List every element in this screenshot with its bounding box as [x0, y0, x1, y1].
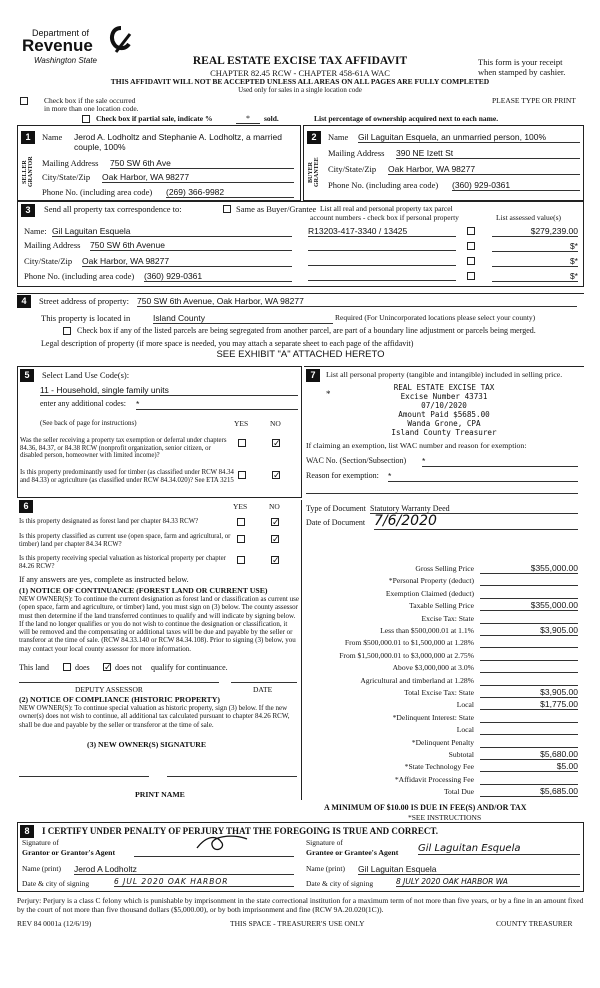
- calc-row: [304, 637, 584, 649]
- corr-phone-label: Phone No. (including area code): [24, 271, 135, 281]
- current-use-yes-checkbox[interactable]: [237, 535, 245, 543]
- grantee-print-value: Gil Laguitan Esquela: [358, 864, 437, 874]
- doc-type-value: Statutory Warranty Deed: [370, 504, 450, 513]
- calc-value-field[interactable]: [480, 774, 578, 785]
- parcel-number-field[interactable]: [308, 226, 456, 237]
- calc-row: [304, 724, 584, 736]
- property-location-section: [17, 293, 584, 363]
- doc-date-label: Date of Document: [306, 518, 366, 527]
- seller-mail-label: Mailing Address: [42, 158, 99, 168]
- corr-mail-label: Mailing Address: [24, 240, 81, 250]
- calc-value: $355,000.00: [530, 563, 578, 573]
- personal-property-checkbox[interactable]: [467, 227, 475, 235]
- calc-value-field[interactable]: [480, 724, 578, 735]
- personal-property-label: List all personal property (tangible and intangible) included in selling price.: [326, 370, 563, 379]
- buyer-city-value: Oak Harbor, WA 98277: [388, 164, 476, 174]
- calc-value-field[interactable]: [480, 588, 578, 599]
- seller-section: [17, 125, 301, 201]
- stamp-line: REAL ESTATE EXCISE TAX: [393, 383, 495, 392]
- section-number: 7: [306, 369, 320, 382]
- buyer-phone-value: (360) 929-0361: [452, 180, 511, 190]
- corr-city-label: City/State/Zip: [24, 256, 73, 266]
- deputy-assessor-line[interactable]: [19, 682, 219, 683]
- calc-row: [304, 786, 584, 798]
- yes-header: YES: [233, 502, 248, 511]
- land-use-section: [17, 366, 302, 498]
- form-chapter: CHAPTER 82.45 RCW - CHAPTER 458-61A WAC: [210, 68, 390, 78]
- wac-field[interactable]: [422, 456, 578, 467]
- buyer-section: [303, 125, 584, 201]
- calc-label: Total Excise Tax: State: [404, 688, 474, 697]
- calc-row: [304, 575, 584, 587]
- calc-value: $355,000.00: [530, 600, 578, 611]
- grantee-signature: Gil Laguitan Esquela: [418, 843, 521, 854]
- calc-value: $1,775.00: [540, 699, 578, 710]
- current-use-no-checkbox[interactable]: [271, 535, 279, 543]
- seller-side-label: SELLER GRANTOR: [22, 156, 34, 188]
- grantee-sig-label: Grantee or Grantee's Agent: [306, 848, 399, 857]
- calc-value: $5.00: [556, 761, 578, 772]
- assessor-date-label: DATE: [253, 685, 273, 694]
- calc-value-field[interactable]: [480, 786, 578, 797]
- parcel-number-field[interactable]: [308, 256, 456, 266]
- grantor-print-field[interactable]: [74, 864, 294, 875]
- logo-dept-line2: Revenue: [22, 36, 93, 55]
- seller-phone-field[interactable]: [166, 187, 294, 198]
- notice-continuance-title: (1) NOTICE OF CONTINUANCE (FOREST LAND OR CURRENT USE): [19, 586, 268, 595]
- buyer-mail-value: 390 NE Izett St: [396, 148, 454, 158]
- parcel-number-field[interactable]: [308, 271, 456, 281]
- reason-value: *: [388, 471, 392, 481]
- see-instructions-note: *SEE INSTRUCTIONS: [408, 813, 482, 822]
- qualify-label: qualify for continuance.: [151, 663, 228, 672]
- segregated-label: Check box if any of the listed parcels are being segregated from another parcel, are part of a boundary line adjustment or parcels being merged.: [77, 326, 536, 335]
- form-number: REV 84 0001a (12/6/19): [17, 919, 92, 928]
- grantor-print-label: Name (print): [22, 864, 61, 873]
- calc-label: Local: [456, 725, 474, 735]
- stamp-line: 07/10/2020: [421, 401, 467, 410]
- no-header: NO: [270, 419, 281, 428]
- stamp-line: Wanda Grone, CPA: [407, 419, 481, 428]
- current-use-section: [17, 500, 302, 800]
- minimum-due-note: A MINIMUM OF $10.00 IS DUE IN FEE(S) AND/OR TAX: [324, 803, 527, 812]
- calc-value-field[interactable]: [480, 600, 578, 611]
- segregated-checkbox[interactable]: [63, 327, 71, 335]
- calc-row: [304, 625, 584, 637]
- assessed-value: $*: [569, 256, 578, 266]
- perjury-notice: Perjury: Perjury is a class C felony which is punishable by imprisonment in the state correctional institution for a maximum term of not more than five years, or by a fine in an amount fixed by the court of not more than five thousand dollars ($5,000.00), or by both imprisonment and fine (RCW 9A.20.020(1C)).: [17, 896, 584, 914]
- yes-header: YES: [234, 419, 249, 428]
- buyer-name-value: Gil Laguitan Esquela, an unmarried person, 100%: [358, 132, 547, 142]
- additional-codes-value: *: [136, 399, 140, 409]
- calc-label: From $1,500,000.01 to $3,000,000 at 2.75%: [339, 650, 474, 660]
- exemption-claim-label: If claiming an exemption, list WAC number and reason for exemption:: [306, 441, 527, 450]
- receipt-line2: when stamped by cashier.: [478, 67, 566, 77]
- please-type: PLEASE TYPE OR PRINT: [492, 96, 576, 105]
- forest-no-checkbox[interactable]: [271, 518, 279, 526]
- located-label: This property is located in: [41, 313, 131, 323]
- section-number: 1: [21, 131, 35, 144]
- logo-dept-line3: Washington State: [34, 56, 98, 65]
- grantor-sig-label: Grantor or Grantor's Agent: [22, 848, 116, 857]
- tax-correspondence-section: [17, 201, 584, 287]
- grantee-print-label: Name (print): [306, 864, 345, 873]
- corr-name-value: Gil Laguitan Esquela: [52, 226, 131, 236]
- calc-row: [304, 712, 584, 724]
- calc-label: *Delinquent Penalty: [411, 737, 474, 747]
- section-number: 2: [307, 131, 321, 144]
- grantee-date-field[interactable]: [396, 877, 580, 887]
- calc-row: [304, 687, 584, 699]
- corr-phone-value: (360) 929-0361: [144, 271, 203, 281]
- seller-name-value: Jerod A. Lodholtz and Stephanie A. Lodholtz, a married couple, 100%: [74, 132, 282, 152]
- print-name-label: PRINT NAME: [135, 790, 185, 799]
- calc-label: Less than $500,000.01 at 1.1%: [380, 626, 474, 635]
- assessor-date-line[interactable]: [231, 682, 297, 683]
- assessed-value-field[interactable]: [492, 226, 578, 237]
- corr-city-field[interactable]: [82, 256, 292, 267]
- grantee-signature-field[interactable]: [418, 843, 580, 855]
- assessed-value: $*: [569, 241, 578, 251]
- calc-label: Above $3,000,000 at 3.0%: [392, 663, 474, 673]
- grantee-print-field[interactable]: [358, 864, 580, 875]
- corr-name-label: Name:: [24, 226, 47, 236]
- calc-value-field[interactable]: [480, 650, 578, 661]
- buyer-phone-field[interactable]: [452, 180, 580, 191]
- send-to-label: Send all property tax correspondence to:: [44, 204, 182, 214]
- forest-land-question: Is this property designated as forest land per chapter 84.33 RCW?: [19, 518, 199, 525]
- calc-label: Gross Selling Price: [415, 564, 474, 573]
- calc-row: [304, 737, 584, 749]
- legal-label: Legal description of property (if more space is needed, you may attach a separate sheet to each page of the affidavit): [41, 339, 414, 348]
- exemption-question: Was the seller receiving a property tax exemption or deferral under chapters 84.36, 84.37, or 84.38 RCW (nonprofit organization, senior citizen, or disabled person, homeowner with limited income)?: [20, 437, 227, 459]
- no-header: NO: [269, 502, 280, 511]
- assessed-value-field[interactable]: [492, 241, 578, 252]
- seller-name-field[interactable]: [74, 132, 294, 152]
- multi-location-label-1: Check box if the sale occurred: [44, 96, 136, 105]
- calc-label: Agricultural and timberland at 1.28%: [360, 675, 474, 685]
- treasurer-space-note: THIS SPACE - TREASURER'S USE ONLY: [230, 919, 365, 928]
- corr-name-field[interactable]: [52, 226, 292, 237]
- reason-field[interactable]: [388, 471, 578, 482]
- required-note: Required (For Unincorporated locations please select your county): [335, 313, 536, 322]
- same-as-buyer-label: Same as Buyer/Grantee: [236, 204, 317, 214]
- calc-value-field[interactable]: [480, 563, 578, 574]
- historic-no-checkbox[interactable]: [271, 556, 279, 564]
- stamp-line: Amount Paid $5685.00: [398, 410, 490, 419]
- parcel-number-value: R13203-417-3340 / 13425: [308, 226, 408, 236]
- treasurer-stamp: [344, 383, 544, 437]
- calc-label: *State Technology Fee: [404, 762, 474, 772]
- legal-description-value: SEE EXHIBIT "A" ATTACHED HERETO: [216, 349, 385, 360]
- county-value: Island County: [153, 313, 205, 323]
- additional-codes-field[interactable]: [136, 399, 298, 410]
- seller-city-value: Oak Harbor, WA 98277: [102, 172, 190, 182]
- does-not-label: does not: [115, 663, 142, 672]
- section-number: 4: [17, 295, 31, 308]
- parcel-number-field[interactable]: [308, 241, 456, 251]
- grantor-date-label: Date & city of signing: [22, 879, 90, 888]
- section-number: 3: [21, 204, 35, 217]
- calc-row: [304, 749, 584, 761]
- new-owner-sig-line-2[interactable]: [167, 776, 297, 777]
- street-value: 750 SW 6th Avenue, Oak Harbor, WA 98277: [137, 296, 304, 306]
- calc-value: $3,905.00: [540, 687, 578, 697]
- if-yes-note: If any answers are yes, complete as instructed below.: [19, 575, 189, 584]
- county-treasurer-label: COUNTY TREASURER: [496, 919, 573, 928]
- seller-city-field[interactable]: [102, 172, 294, 183]
- corr-city-value: Oak Harbor, WA 98277: [82, 256, 170, 266]
- corr-mail-value: 750 SW 6th Avenue: [90, 240, 165, 250]
- personal-property-checkbox[interactable]: [467, 257, 475, 265]
- parcel-header-1: List all real and personal property tax parcel: [320, 204, 453, 213]
- calc-row: [304, 774, 584, 786]
- calc-value-field[interactable]: [480, 637, 578, 648]
- grantor-print-value: Jerod A Lodholtz: [74, 864, 137, 874]
- stamp-line: Excise Number 43731: [400, 392, 488, 401]
- grantor-signature-field[interactable]: [134, 839, 294, 857]
- same-as-buyer-checkbox[interactable]: [223, 205, 231, 213]
- calc-row: [304, 662, 584, 674]
- buyer-city-field[interactable]: [388, 164, 580, 175]
- corr-mail-field[interactable]: [90, 240, 292, 251]
- deputy-assessor-label: DEPUTY ASSESSOR: [75, 685, 143, 694]
- calc-value-field[interactable]: [480, 737, 578, 748]
- ownership-pct-note: List percentage of ownership acquired next to each name.: [314, 114, 499, 123]
- partial-sale-checkbox[interactable]: [82, 115, 90, 123]
- assessed-header: List assessed value(s): [496, 213, 561, 222]
- calc-row: [304, 699, 584, 711]
- new-owner-sig-line-1[interactable]: [19, 776, 149, 777]
- calc-label: *Personal Property (deduct): [388, 576, 474, 586]
- stamp-line: Island County Treasurer: [391, 428, 497, 437]
- personal-property-checkbox[interactable]: [467, 242, 475, 250]
- seller-phone-value: (269) 366-9982: [166, 187, 225, 197]
- calc-row: [304, 613, 584, 625]
- tax-calculation-section: [304, 366, 584, 822]
- partial-sale-field[interactable]: [236, 114, 260, 124]
- buyer-name-field[interactable]: [358, 132, 580, 143]
- calc-row: [304, 761, 584, 773]
- grantor-date-field[interactable]: [114, 877, 294, 887]
- buyer-side-label: BUYER GRANTEE: [308, 157, 320, 187]
- calc-label: Exemption Claimed (deduct): [385, 588, 474, 598]
- single-location-note: Used only for sales in a single location code: [238, 86, 362, 94]
- seller-name-label: Name: [42, 132, 63, 142]
- logo-swirl-icon: [108, 26, 134, 56]
- personal-property-value: *: [326, 389, 331, 399]
- grantor-sig-of: Signature of: [22, 838, 59, 847]
- calc-row: [304, 650, 584, 662]
- partial-sale-sold: sold.: [264, 114, 279, 123]
- calc-value: $3,905.00: [540, 625, 578, 635]
- buyer-name-label: Name: [328, 132, 349, 142]
- land-use-value: 11 - Household, single family units: [40, 385, 169, 395]
- grantee-date-value: 8 JULY 2020 OAK HARBOR WA: [396, 877, 508, 886]
- timber-yes-checkbox[interactable]: [238, 471, 246, 479]
- land-does-label: This land: [19, 663, 49, 672]
- county-field[interactable]: [153, 313, 333, 324]
- assessed-value: $279,239.00: [530, 226, 578, 236]
- doc-type-label: Type of Document: [306, 504, 366, 513]
- buyer-phone-label: Phone No. (including area code): [328, 180, 439, 190]
- street-label: Street address of property:: [39, 296, 129, 306]
- multi-location-label-2: in more than one location code.: [44, 104, 139, 113]
- buyer-mail-label: Mailing Address: [328, 148, 385, 158]
- grantor-date-value: 6 JUL 2020 OAK HARBOR: [114, 877, 229, 886]
- does-label: does: [75, 663, 90, 672]
- seller-city-label: City/State/Zip: [42, 172, 91, 182]
- calc-value-field[interactable]: [480, 575, 578, 586]
- calc-value: $5,685.00: [540, 786, 578, 797]
- forest-yes-checkbox[interactable]: [237, 518, 245, 526]
- receipt-line1: This form is your receipt: [478, 57, 563, 67]
- seller-mail-value: 750 SW 6th Ave: [110, 158, 171, 168]
- calc-row: [304, 588, 584, 600]
- calc-label: Total Due: [443, 787, 474, 797]
- partial-sale-label: Check box if partial sale, indicate %: [96, 114, 213, 123]
- timber-no-checkbox[interactable]: [272, 471, 280, 479]
- calc-value-field[interactable]: [480, 699, 578, 710]
- corr-phone-field[interactable]: [144, 271, 292, 282]
- doc-date-value: 7/6/2020: [374, 513, 437, 529]
- logo-dept-line1: Department of: [32, 28, 90, 38]
- calc-value-field[interactable]: [480, 687, 578, 698]
- land-use-field[interactable]: [40, 385, 298, 396]
- calc-row: [304, 600, 584, 612]
- section-number: 5: [20, 369, 34, 382]
- land-use-label: Select Land Use Code(s):: [42, 370, 130, 380]
- doc-date-field[interactable]: [374, 513, 578, 530]
- historic-yes-checkbox[interactable]: [237, 556, 245, 564]
- timber-question: Is this property predominantly used for timber (as classified under RCW 84.34 and 84.33) or agriculture (as classified under RCW 84.34.020)? See ETA 3215: [20, 469, 234, 484]
- calc-value-field[interactable]: [480, 662, 578, 673]
- assessed-value: $*: [569, 271, 578, 281]
- calc-label: Taxable Selling Price: [409, 601, 474, 611]
- multi-location-checkbox[interactable]: [20, 97, 28, 105]
- reason-line-2[interactable]: [306, 493, 578, 494]
- exemption-yes-checkbox[interactable]: [238, 439, 246, 447]
- calc-value-field[interactable]: [480, 675, 578, 686]
- notice-compliance-title: (2) NOTICE OF COMPLIANCE (HISTORIC PROPERTY): [19, 695, 220, 704]
- section-number: 8: [20, 825, 34, 838]
- grantor-signature-scribble: [192, 833, 252, 853]
- assessed-value-field[interactable]: [492, 271, 578, 282]
- grantee-sig-of: Signature of: [306, 838, 343, 847]
- current-use-question: Is this property classified as current use (open space, farm and agricultural, or timber) land per chapter 84.34 RCW?: [19, 533, 231, 548]
- calc-value-field[interactable]: [480, 749, 578, 760]
- notice-compliance-text: NEW OWNER(S): To continue special valuation as historic property, sign (3) below. If the new owner(s) does not wish to continue, all additional tax calculated pursuant to chapter 84.26 RCW, shall be due and payable by the seller or transferor at the time of sale.: [19, 704, 290, 729]
- does-not-qualify-checkbox[interactable]: [103, 663, 111, 671]
- new-owner-sig-label: (3) NEW OWNER(S) SIGNATURE: [87, 740, 207, 749]
- historic-question: Is this property receiving special valuation as historical property per chapter 84.26 RCW?: [19, 555, 226, 570]
- section-number: 6: [19, 500, 33, 513]
- buyer-mail-field[interactable]: [396, 148, 580, 159]
- certification-section: [17, 822, 584, 892]
- reason-label: Reason for exemption:: [306, 471, 379, 480]
- street-field[interactable]: [137, 296, 577, 307]
- legal-description-field[interactable]: [17, 349, 584, 360]
- calc-label: Local: [456, 700, 474, 710]
- seller-phone-label: Phone No. (including area code): [42, 187, 153, 197]
- seller-mail-field[interactable]: [110, 158, 294, 169]
- calc-value-field[interactable]: [480, 761, 578, 772]
- additional-codes-label: enter any additional codes:: [40, 399, 126, 408]
- calc-label: From $500,000.01 to $1,500,000 at 1.28%: [344, 638, 474, 648]
- calc-row: [304, 675, 584, 687]
- calc-row: [304, 563, 584, 575]
- calc-label: *Affidavit Processing Fee: [394, 774, 474, 784]
- certify-statement: I CERTIFY UNDER PENALTY OF PERJURY THAT THE FOREGOING IS TRUE AND CORRECT.: [42, 826, 439, 836]
- calc-value: $5,680.00: [540, 749, 578, 759]
- calc-label: Subtotal: [448, 750, 474, 759]
- calc-label: *Delinquent Interest: State: [392, 712, 474, 722]
- partial-sale-value: *: [246, 114, 250, 123]
- assessed-value-field[interactable]: [492, 256, 578, 267]
- personal-property-checkbox[interactable]: [467, 272, 475, 280]
- exemption-no-checkbox[interactable]: [272, 439, 280, 447]
- calc-value-field[interactable]: [480, 613, 578, 624]
- see-back-note: (See back of page for instructions): [40, 419, 137, 427]
- calc-value-field[interactable]: [480, 712, 578, 723]
- form-warning: THIS AFFIDAVIT WILL NOT BE ACCEPTED UNLESS ALL AREAS ON ALL PAGES ARE FULLY COMPLETED: [110, 77, 490, 86]
- buyer-city-label: City/State/Zip: [328, 164, 377, 174]
- calc-value-field[interactable]: [480, 625, 578, 636]
- form-title: REAL ESTATE EXCISE TAX AFFIDAVIT: [192, 55, 408, 67]
- wac-value: *: [422, 456, 426, 466]
- does-qualify-checkbox[interactable]: [63, 663, 71, 671]
- grantee-date-label: Date & city of signing: [306, 879, 374, 888]
- wac-label: WAC No. (Section/Subsection): [306, 456, 407, 465]
- calc-label: Excise Tax: State: [421, 613, 474, 623]
- notice-continuance-text: NEW OWNER(S): To continue the current designation as forest land or classification as current use (open space, farm and agriculture, or timber) land, you must sign on (3) below. The county assessor must then determine if the land transferred continues to qualify and will indicate by signing below. If the land no longer qualifies or you do not wish to continue the designation or classification, it will be removed and the compensating or additional taxes will be due and payable by the seller or transferor at the time of sale. (RCW 84.33.140 or RCW 84.34.108). Prior to signing (3) below, you may contact your local county assessor for more information.: [19, 595, 299, 653]
- parcel-header-2: account numbers - check box if personal property: [310, 213, 459, 222]
